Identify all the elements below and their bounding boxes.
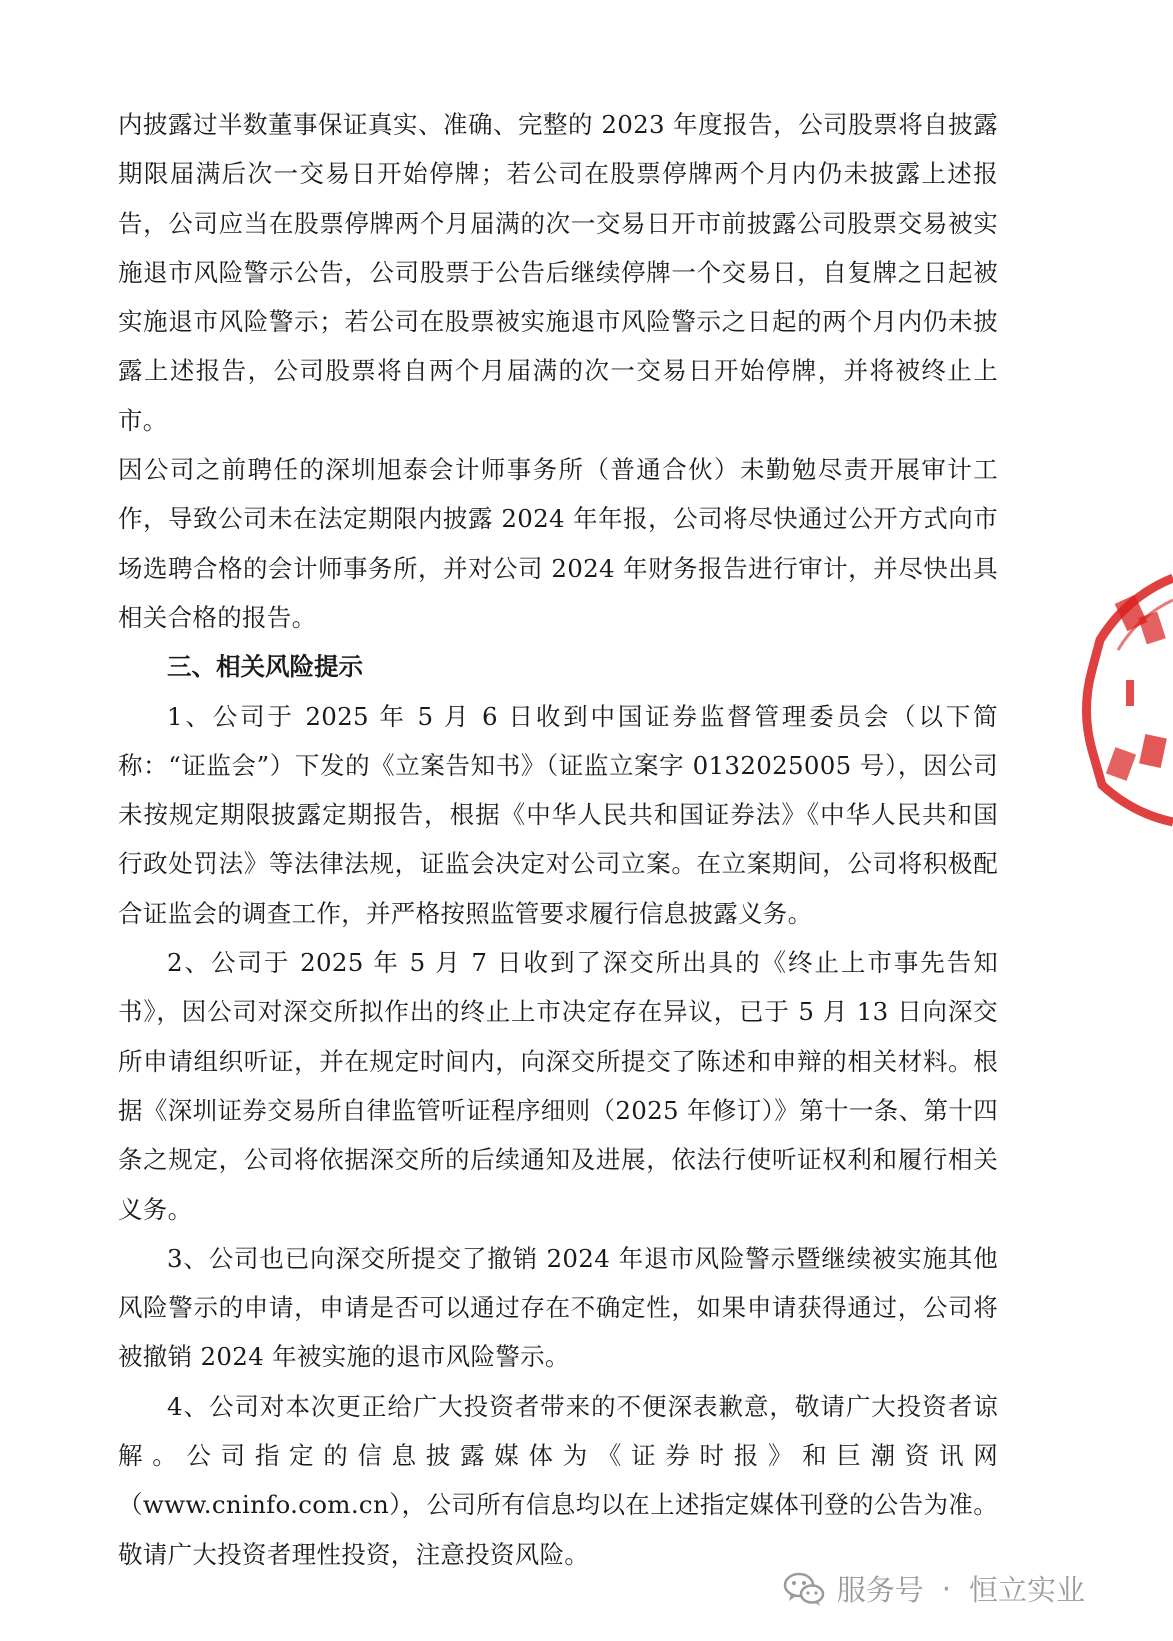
footer-watermark xyxy=(783,1568,1085,1609)
paragraph-risk-3: 3、公司也已向深交所提交了撤销 2024 年退市风险警示暨继续被实施其他风险警示的申请，申请是否可以通过存在不确定性，如果申请获得通过，公司将被撤销 2024 年被实施的退市风险警示。 xyxy=(118,1243,998,1372)
footer-separator: · xyxy=(941,1571,951,1606)
paragraph-risk-1: 1、公司于 2025 年 5 月 6 日收到中国证券监督管理委员会（以下简称：“证监会”）下发的《立案告知书》（证监立案字 0132025005 号），因公司未按规定期限披露定期报告，根据《中华人民共和国证券法》《中华人民共和国行政处罚法》等法律法规，证监会决定对公司立案。在立案期间，公司将积极配合证监会的调查工作，并严格按照监管要求履行信息披露义务。 xyxy=(118,701,998,928)
footer-service-label: 服务号 xyxy=(836,1573,924,1607)
paragraph-risk-4: 4、公司对本次更正给广大投资者带来的不便深表歉意，敬请广大投资者谅解。公司指定的信息披露媒体为《证券时报》和巨潮资讯网（www.cninfo.com.cn），公司所有信息均以在上述指定媒体刊登的公告为准。敬请广大投资者理性投资，注意投资风险。 xyxy=(118,1391,998,1569)
company-seal-icon xyxy=(1080,570,1173,830)
section-heading-risk: 三、相关风险提示 xyxy=(167,652,363,682)
paragraph-risk-2: 2、公司于 2025 年 5 月 7 日收到了深交所出具的《终止上市事先告知书》，因公司对深交所拟作出的终止上市决定存在异议，已于 5 月 13 日向深交所申请组织听证，并在规定时间内，向深交所提交了陈述和申辩的相关材料。根据《深圳证券交易所自律监管听证程序细则（2025 年修订）》第十一条、第十四条之规定，公司将依据深交所的后续通知及进展，依法行使听证权利和履行相关义务。 xyxy=(118,948,998,1224)
document-body xyxy=(118,100,998,1579)
paragraph-disclosure-deadline: 内披露过半数董事保证真实、准确、完整的 2023 年度报告，公司股票将自披露期限届满后次一交易日开始停牌；若公司在股票停牌两个月内仍未披露上述报告，公司应当在股票停牌两个月届满的次一交易日开市前披露公司股票交易被实施退市风险警示公告，公司股票于公告后继续停牌一个交易日，自复牌之日起被实施退市风险警示；若公司在股票被实施退市风险警示之日起的两个月内仍未披露上述报告，公司股票将自两个月届满的次一交易日开始停牌，并将被终止上市。 xyxy=(118,110,998,435)
footer-account-name: 恒立实业 xyxy=(968,1573,1085,1607)
wechat-icon xyxy=(783,1571,825,1607)
paragraph-auditor-issue: 因公司之前聘任的深圳旭泰会计师事务所（普通合伙）未勤勉尽责开展审计工作，导致公司未在法定期限内披露 2024 年年报，公司将尽快通过公开方式向市场选聘合格的会计师事务所，并对公司 2024 年财务报告进行审计，并尽快出具相关合格的报告。 xyxy=(118,455,998,632)
